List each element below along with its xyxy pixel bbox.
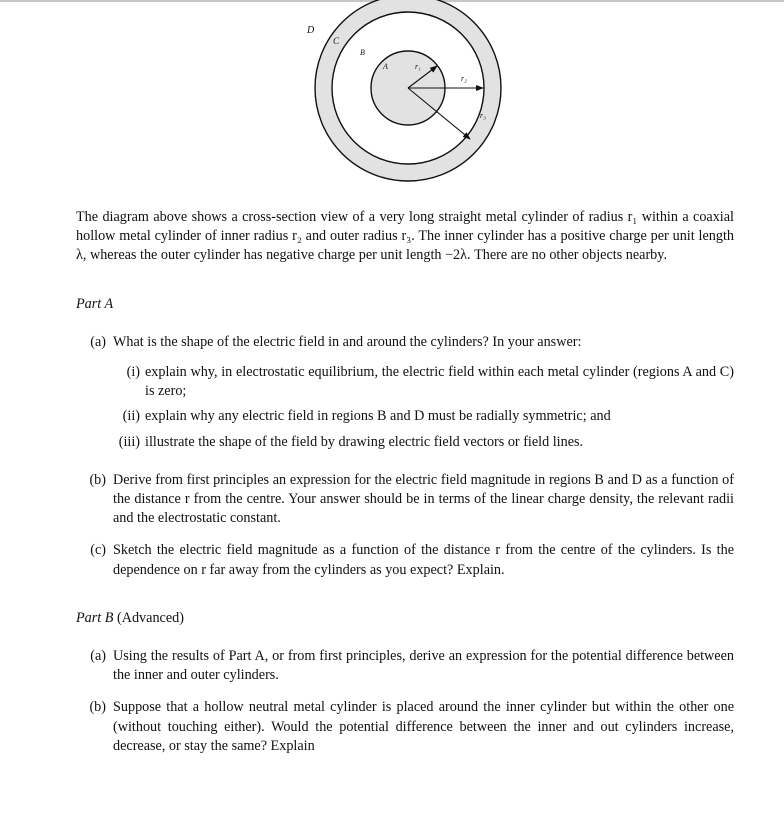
part-b-extra: (Advanced): [113, 609, 184, 626]
question-text: What is the shape of the electric field in and around the cylinders? In your answer:: [113, 333, 582, 350]
region-b-label: B: [360, 48, 365, 57]
region-a-label: A: [383, 62, 388, 71]
question-text: Sketch the electric field magnitude as a function of the distance r from the centre of the cylinders. Is the dependence on r far away from the cylinders as you expect? Explain.: [113, 542, 734, 578]
part-a-label: Part A: [76, 295, 114, 312]
question-marker: (a): [90, 333, 106, 350]
subquestion-item: [113, 363, 734, 401]
question-item: [76, 698, 734, 756]
radius-r3-label: r₃: [480, 111, 486, 120]
question-marker: (b): [89, 471, 106, 488]
subquestion-list: [113, 363, 734, 452]
question-marker: (a): [90, 648, 106, 665]
subquestion-text: explain why, in electrostatic equilibrium, the electric field within each metal cylinder (regions A and C) is zero;: [145, 364, 734, 400]
part-b-heading: [76, 609, 734, 628]
problem-text: [76, 208, 734, 769]
question-text: Using the results of Part A, or from first principles, derive an expression for the potential difference between the inner and outer cylinders.: [113, 648, 734, 684]
question-item: [76, 333, 734, 458]
question-marker: (c): [90, 542, 106, 559]
question-text: Derive from first principles an expression for the electric field magnitude in regions B and D as a function of the distance r from the centre. Your answer should be in terms of the linear charge density, the relevant radii and the electrostatic constant.: [113, 471, 734, 527]
region-d-label: D: [307, 25, 315, 36]
question-item: [76, 541, 734, 579]
region-c-label: C: [333, 36, 340, 46]
question-marker: (b): [89, 699, 106, 716]
subquestion-marker: (iii): [118, 433, 140, 450]
subquestion-text: illustrate the shape of the field by drawing electric field vectors or field lines.: [145, 433, 584, 450]
question-item: [76, 647, 734, 685]
subquestion-item: [113, 407, 734, 426]
question-text: Suppose that a hollow neutral metal cylinder is placed around the inner cylinder but within the other one (without touching either). Would the potential difference between the inner and out cylinders increase, decrease, or stay the same? Explain: [113, 699, 734, 754]
radius-r1-label: r₁: [415, 62, 421, 71]
intro-paragraph: The diagram above shows a cross-section view of a very long straight metal cylinder of radius r₁ within a coaxial hollow metal cylinder of inner radius r₂ and outer radius r₃. The inner cylinder has a positive charge per unit length λ, whereas the outer cylinder has negative charge per unit length −2λ. There are no other objects nearby.: [76, 209, 734, 264]
part-a-heading: [76, 295, 734, 314]
part-b-label: Part B: [76, 609, 114, 626]
part-b-questions: [76, 647, 734, 756]
coaxial-cylinders-diagram: [280, 0, 520, 200]
subquestion-item: [113, 433, 734, 452]
question-body: [113, 333, 734, 458]
part-a-questions: [76, 333, 734, 580]
question-item: [76, 471, 734, 529]
subquestion-text: explain why any electric field in regions B and D must be radially symmetric; and: [145, 408, 611, 425]
subquestion-marker: (ii): [122, 408, 140, 425]
subquestion-marker: (i): [126, 364, 140, 381]
radius-r2-label: r₂: [461, 74, 467, 83]
